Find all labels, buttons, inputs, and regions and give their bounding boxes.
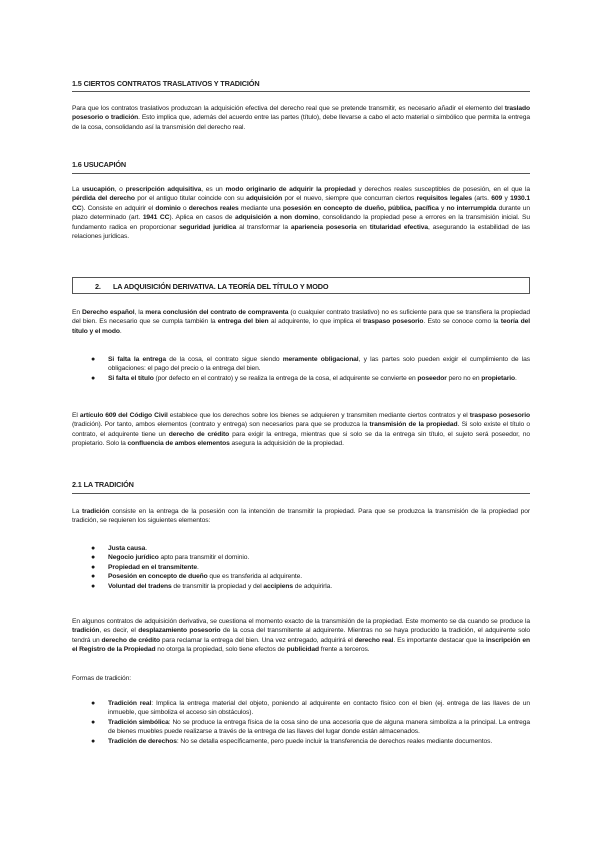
paragraph-derecho-espanol: En Derecho español, la mera conclusión del contrato de compraventa (o cualquier contrato traslativo) no es suficiente para que se transfiera la propiedad del bien. Es necesario que se cumpla también la entrega del bien al adquirente, lo que implica el traspaso posesorio. Esto se conoce como la teoría del título y el modo. [72, 309, 531, 335]
section-number: 2. [95, 281, 101, 291]
list-item: ● Tradición simbólica: No se produce la entrega física de la cosa sino de una accesoria que de alguna manera simboliza a la principal. La entrega de bienes muebles puede realizarse a través de la entrega de las llaves del lugar donde están almacenados. [91, 718, 530, 736]
section-heading-2: LA ADQUISICIÓN DERIVATIVA. LA TEORÍA DEL TÍTULO Y MODO [113, 281, 329, 291]
bullet-icon: ● [91, 545, 96, 552]
bullet-icon: ● [91, 718, 96, 726]
bullet-icon: ● [91, 573, 96, 581]
list-item: ● Voluntad del tradens de transmitir la propiedad y del accipiens de adquirirla. [91, 582, 333, 590]
list-item: ● Si falta el título (por defecto en el contrato) y se realiza la entrega de la cosa, el adquirente se convierte en poseedor pero no en propietario. [91, 374, 517, 382]
heading-rule [72, 91, 530, 92]
bullet-icon: ● [91, 700, 96, 707]
list-item: ● Justa causa. [91, 545, 147, 552]
bullet-list-formas [72, 699, 530, 746]
bullet-icon: ● [91, 554, 96, 562]
paragraph-usucapion: La usucapión, o prescripción adquisitiva, es un modo originario de adquirir la propiedad y derechos reales susceptibles de posesión, en el que la pérdida del derecho por el antiguo titular coincide con su adquisición por el nuevo, siempre que concurran ciertos requisitos legales (arts. 609 y 1930.1 CC). Consiste en adquirir el dominio o derechos reales mediante una posesión en concepto de dueño, pública, pacífica y no interrumpida durante un plazo determinado (art. 1941 CC). Aplica en casos de adquisición a non domino, consolidando la propiedad pese a errores en la transmisión inicial. Su fundamento radica en proporcionar seguridad jurídica al transformar la apariencia posesoria en titularidad efectiva, asegurando la estabilidad de las relaciones jurídicas. [72, 186, 531, 241]
heading-rule [72, 493, 530, 494]
paragraph-articulo-609: El artículo 609 del Código Civil establece que los derechos sobre los bienes se adquieren y transmiten mediante ciertos contratos y el traspaso posesorio (tradición). Por tanto, ambos elementos (contrato y entrega) son necesarios para que se produzca la transmisión de la propiedad. Si solo existe el título o contrato, el adquirente tiene un derecho de crédito para exigir la entrega, mientras que si solo se da la entrega sin título, el sujeto será poseedor, no propietario. Solo la confluencia de ambos elementos asegura la adquisición de la propiedad. [72, 412, 531, 448]
bullet-list-requisitos [72, 544, 530, 591]
bullet-icon: ● [91, 563, 96, 571]
paragraph-contratos-traslativos: Para que los contratos traslativos produzcan la adquisición efectiva del derecho real que se pretende transmitir, es necesario añadir el elemento del traslado posesorio o tradición. Esto implica que, además del acuerdo entre las partes (título), debe llevarse a cabo el acto material o simbólico que permita la entrega de la cosa, consolidando así la transmisión del derecho real. [72, 105, 530, 131]
bullet-icon: ● [91, 737, 96, 745]
list-item: ● Negocio jurídico apto para transmitir el dominio. [91, 554, 250, 562]
bullet-icon: ● [91, 582, 96, 590]
section-heading-1-5: 1.5 CIERTOS CONTRATOS TRASLATIVOS Y TRADICIÓN [72, 79, 260, 88]
list-item: ● Propiedad en el transmitente. [91, 563, 199, 571]
section-heading-2-box [72, 277, 530, 294]
bullet-icon: ● [91, 356, 96, 363]
list-item: ● Tradición real: Implica la entrega material del objeto, poniendo al adquirente en contacto físico con el bien (ej. entrega de las llaves de un inmueble, que simboliza el acceso sin obstáculos). [91, 700, 531, 717]
paragraph-tradicion: La tradición consiste en la entrega de la posesión con la intención de transmitir la propiedad. Para que se produzca la transmisión de la propiedad por tradición, se requieren los siguientes elementos: [72, 508, 531, 525]
list-item: ● Tradición de derechos: No se detalla específicamente, pero puede incluir la transferencia de derechos reales mediante documentos. [91, 737, 493, 745]
section-heading-2-1: 2.1 LA TRADICIÓN [72, 480, 134, 489]
list-item: ● Posesión en concepto de dueño que es transferida al adquirente. [91, 573, 303, 581]
bullet-list-titulo-modo [72, 355, 530, 383]
formas-label: Formas de tradición: [72, 675, 131, 682]
paragraph-momento-transmision: En algunos contratos de adquisición derivativa, se cuestiona el momento exacto de la transmisión de la propiedad. Este momento se da cuando se produce la tradición, es decir, el desplazamiento posesorio de la cosa del transmitente al adquirente. Mientras no se haya producido la tradición, el adquirente solo tendrá un derecho de crédito para reclamar la entrega del bien. Una vez entregado, adquirirá el derecho real. Es importante destacar que la inscripción en el Registro de la Propiedad no otorga la propiedad, solo tiene efectos de publicidad frente a terceros. [72, 618, 531, 654]
bullet-icon: ● [91, 374, 96, 382]
list-item: ● Si falta la entrega de la cosa, el contrato sigue siendo meramente obligacional, y las partes solo pueden exigir el cumplimiento de las obligaciones: el pago del precio o la entrega del bien. [91, 356, 530, 373]
heading-rule [72, 173, 530, 174]
section-heading-1-6: 1.6 USUCAPIÓN [72, 160, 127, 169]
